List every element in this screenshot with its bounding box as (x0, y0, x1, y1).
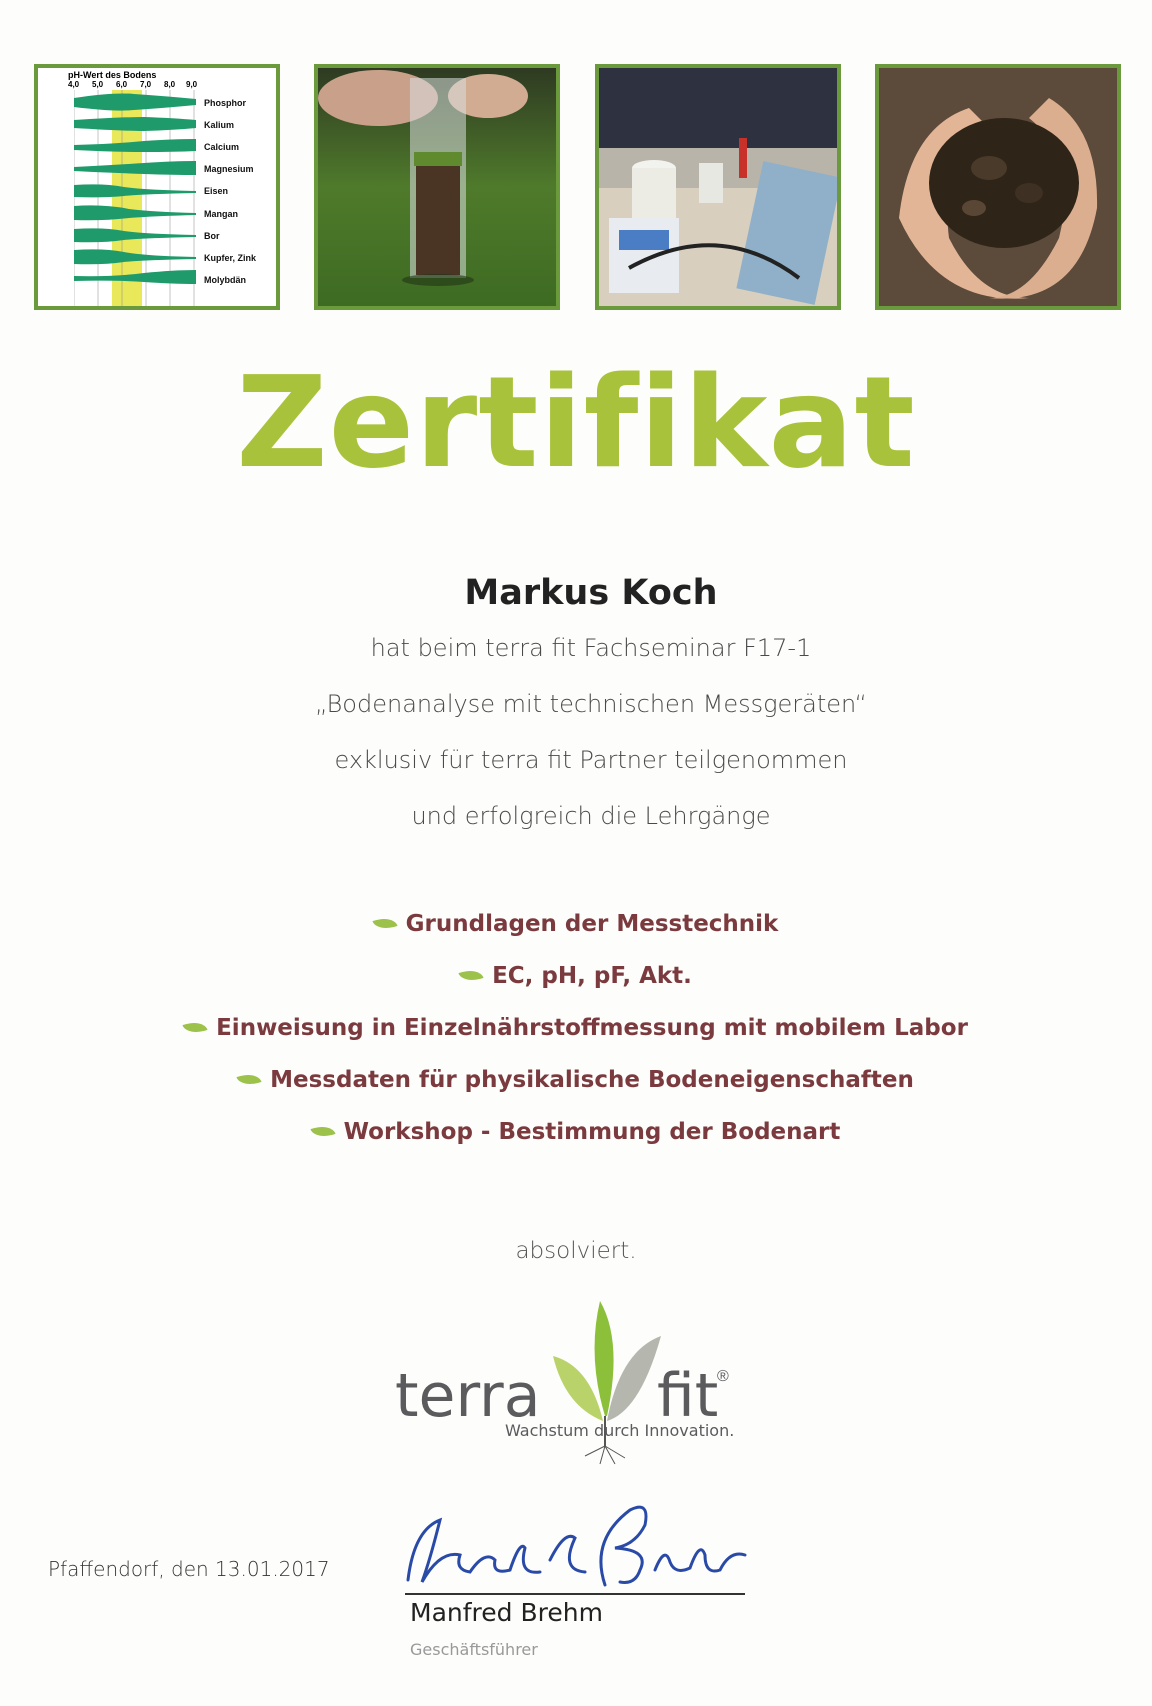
intro-line: „Bodenanalyse mit technischen Messgeräten“ (315, 690, 867, 718)
course-label: Grundlagen der Messtechnik (405, 911, 779, 937)
logo-word-terra: terra (395, 1361, 541, 1431)
course-label: Einweisung in Einzelnährstoffmessung mit mobilem Labor (216, 1015, 968, 1041)
leaf-icon (459, 966, 484, 986)
leaf-icon (183, 1018, 208, 1038)
nutrient-label: Eisen (204, 186, 229, 196)
intro-line: und erfolgreich die Lehrgänge (411, 802, 771, 830)
ph-tick: 9,0 (186, 80, 198, 89)
nutrient-label: Kalium (204, 120, 235, 130)
lab-photo (595, 64, 841, 310)
certificate-title: Zertifikat (236, 349, 916, 496)
course-item (0, 1119, 1152, 1145)
leaf-icon (372, 914, 397, 934)
nutrient-label: Kupfer, Zink (204, 253, 257, 263)
nutrient-label: Magnesium (204, 164, 254, 174)
ph-chart-title: pH-Wert des Bodens (68, 70, 157, 80)
course-item (0, 963, 1152, 989)
leaf-icon (237, 1070, 262, 1090)
nutrient-label: Phosphor (204, 98, 246, 108)
signer-name: Manfred Brehm (410, 1598, 603, 1627)
recipient-name: Markus Koch (464, 573, 718, 613)
course-item (0, 911, 1152, 937)
course-item (0, 1015, 1152, 1041)
ph-tick: 5,0 (92, 80, 104, 89)
plant-logo-icon (545, 1296, 665, 1466)
soil-hands-photo (875, 64, 1121, 310)
ph-chart-ticks (68, 80, 204, 90)
intro-line: exklusiv für terra fit Partner teilgenommen (334, 746, 848, 774)
nutrient-label: Calcium (204, 142, 240, 152)
terra-fit-logo (395, 1296, 755, 1468)
nutrient-label: Molybdän (204, 275, 246, 285)
ph-tick: 6,0 (116, 80, 128, 89)
ph-value-chart (34, 64, 280, 310)
course-label: EC, pH, pF, Akt. (492, 963, 692, 989)
nutrient-label: Mangan (204, 209, 239, 219)
signer-role: Geschäftsführer (410, 1640, 538, 1659)
logo-word-fit: fit (657, 1361, 719, 1431)
ph-bands (74, 90, 196, 310)
signature-line (405, 1593, 745, 1595)
ph-tick: 7,0 (140, 80, 152, 89)
course-item (0, 1067, 1152, 1093)
logo-tagline: Wachstum durch Innovation. (505, 1421, 735, 1440)
completion-text: absolviert. (515, 1238, 637, 1264)
ph-tick: 8,0 (164, 80, 176, 89)
handwritten-signature (400, 1500, 750, 1590)
course-label: Messdaten für physikalische Bodeneigenschaften (270, 1067, 914, 1093)
soil-sample-photo (314, 64, 560, 310)
leaf-icon (310, 1122, 335, 1142)
intro-line: hat beim terra fit Fachseminar F17-1 (370, 634, 812, 662)
place-date: Pfaffendorf, den 13.01.2017 (48, 1557, 330, 1581)
course-label: Workshop - Bestimmung der Bodenart (343, 1119, 841, 1145)
ph-tick: 4,0 (68, 80, 80, 89)
registered-mark: ® (717, 1368, 729, 1385)
nutrient-label: Bor (204, 231, 220, 241)
